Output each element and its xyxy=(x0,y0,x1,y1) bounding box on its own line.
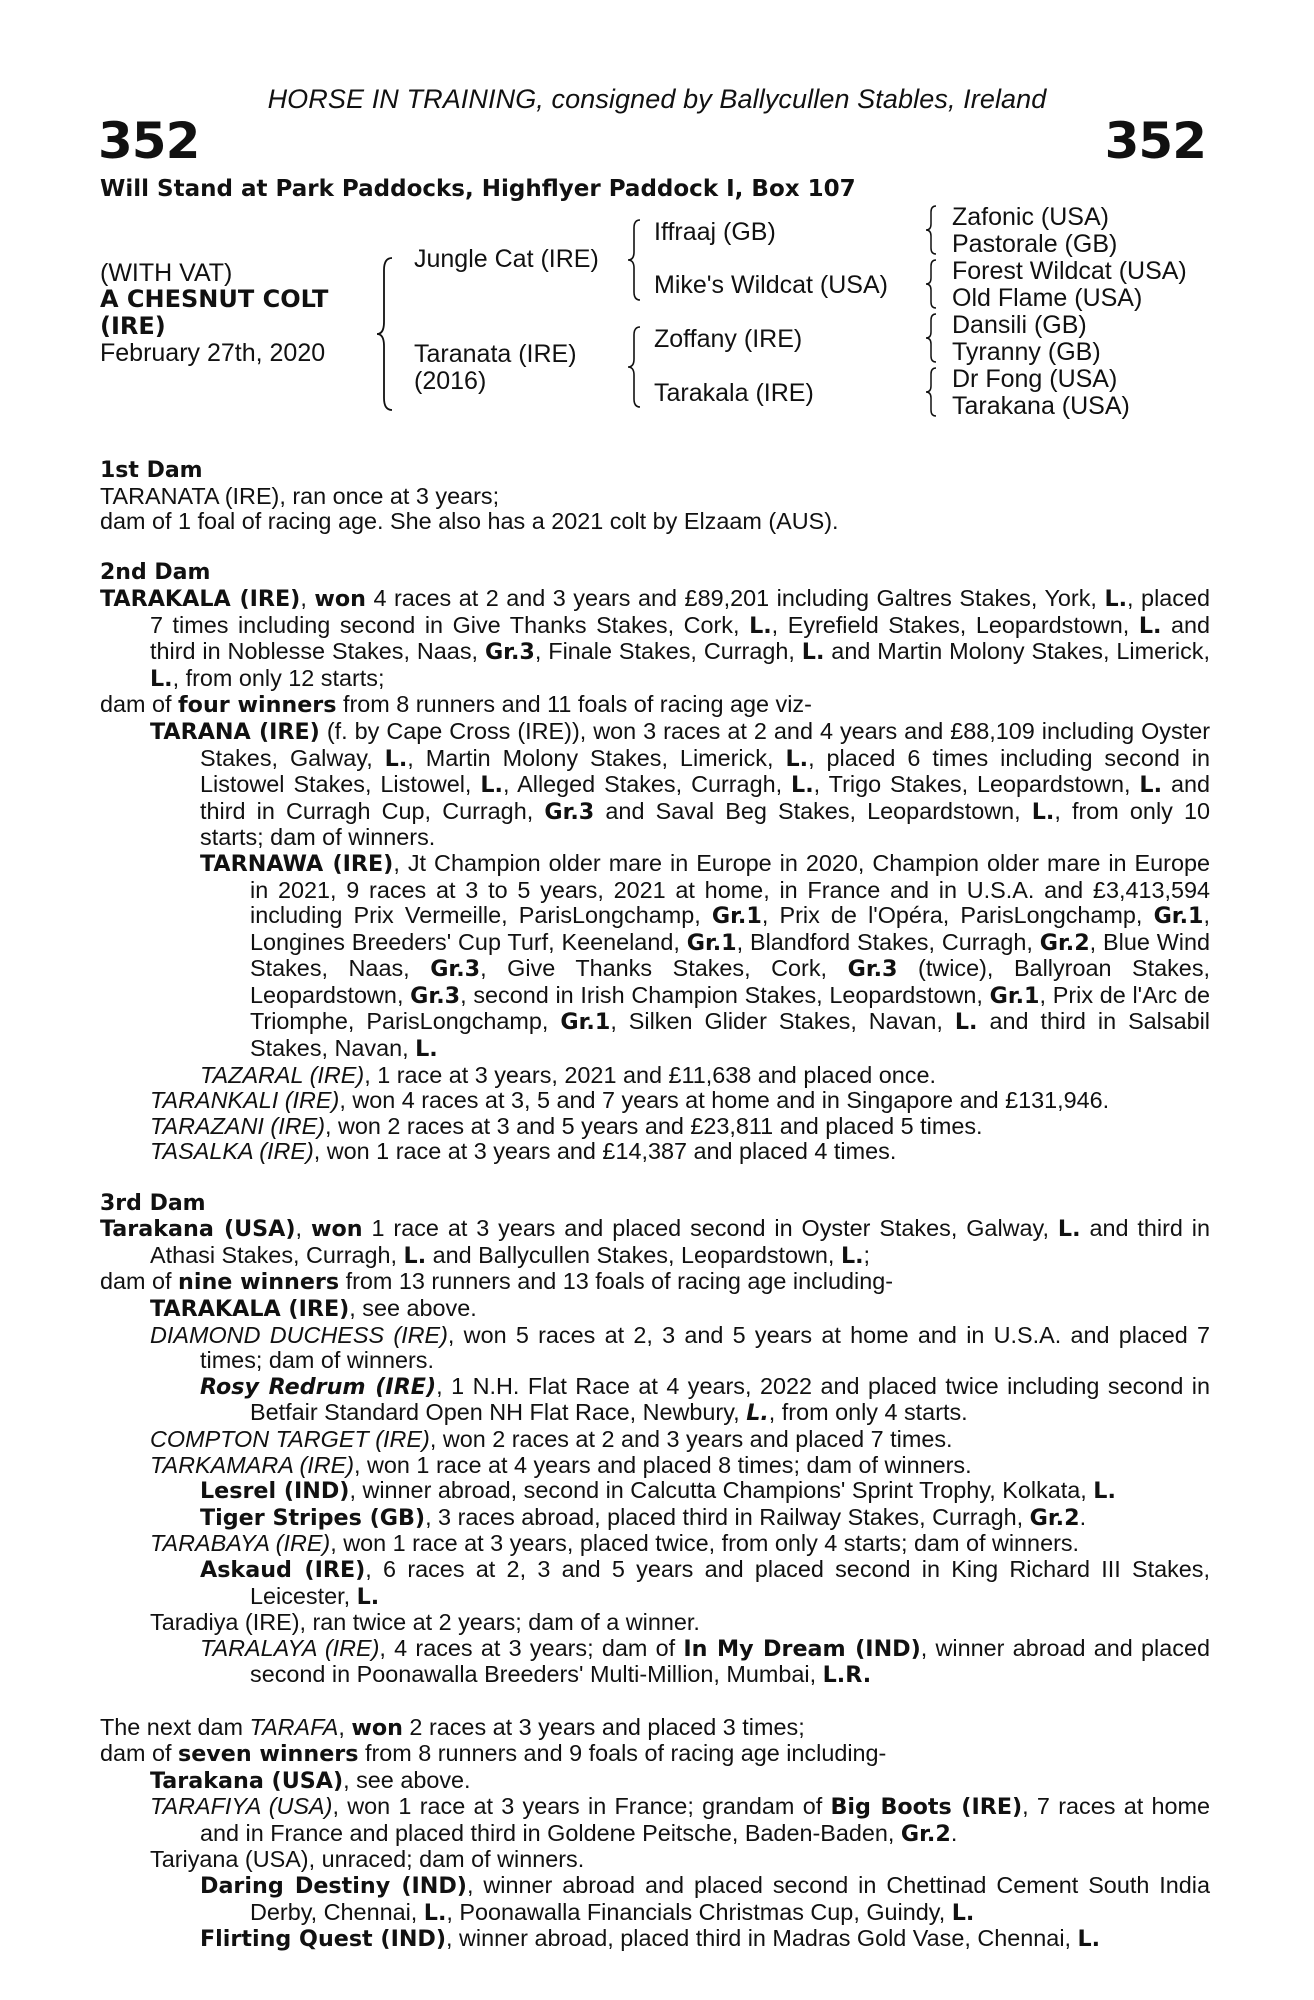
dam-brace xyxy=(626,325,644,409)
brace-2 xyxy=(924,258,940,310)
first-dam-heading: 1st Dam xyxy=(100,458,203,483)
tarakana-ref: Tarakana (USA), see above. xyxy=(150,1766,471,1794)
pedigree-brace xyxy=(374,256,396,412)
flirting-quest-entry: Flirting Quest (IND), winner abroad, placed third in Madras Gold Vase, Chennai, L. xyxy=(200,1925,1101,1953)
gg-8: Tarakana (USA) xyxy=(952,392,1130,420)
tarakala-entry: TARAKALA (IRE), won 4 races at 2 and 3 years and £89,201 including Galtres Stakes, York, L., placed 7 times including second in Give Thanks Stakes, Cork, L., Eyrefield Stakes, Leopardstown, L. and third in Noblesse Stakes, Naas, Gr.3, Finale Stakes, Curragh, L. and Martin Molony Stakes, Limerick, L., from only 12 starts; xyxy=(100,584,1211,692)
gg-5: Dansili (GB) xyxy=(952,311,1087,339)
gg-2: Pastorale (GB) xyxy=(952,230,1118,258)
taralaya-entry: TARALAYA (IRE), 4 races at 3 years; dam of In My Dream (IND), winner abroad and placed second in Poonawalla Breeders' Multi-Million, Mumbai, L.R. xyxy=(200,1634,1210,1689)
rosy-redrum-entry: Rosy Redrum (IRE), 1 N.H. Flat Race at 4 years, 2022 and placed twice including second in Betfair Standard Open NH Flat Race, Newbury, L., from only 4 starts. xyxy=(200,1372,1210,1427)
horse-name: A CHESNUT COLT xyxy=(100,285,329,313)
foaling-date: February 27th, 2020 xyxy=(100,339,326,367)
consignment-header: HORSE IN TRAINING, consigned by Ballycullen Stables, Ireland xyxy=(267,84,1047,114)
next-dam-entry: The next dam TARAFA, won 2 races at 3 years and placed 3 times; xyxy=(100,1713,805,1741)
compton-target-entry: COMPTON TARGET (IRE), won 2 races at 2 and 3 years and placed 7 times. xyxy=(150,1425,953,1452)
gg-6: Tyranny (GB) xyxy=(952,338,1101,366)
next-dam-produce-summary: dam of seven winners from 8 runners and 9 foals of racing age including- xyxy=(100,1740,887,1768)
first-dam-text-2: dam of 1 foal of racing age. She also has a 2021 colt by Elzaam (AUS). xyxy=(100,508,839,535)
tarakana-entry: Tarakana (USA), won 1 race at 3 years and placed second in Oyster Stakes, Galway, L. and third in Athasi Stakes, Curragh, L. and Ballycullen Stakes, Leopardstown, L.; xyxy=(100,1215,1211,1269)
gg-3: Forest Wildcat (USA) xyxy=(952,257,1187,285)
lesrel-entry: Lesrel (IND), winner abroad, second in Calcutta Champions' Sprint Trophy, Kolkata, L. xyxy=(200,1477,1116,1505)
dam: Taranata (IRE) xyxy=(414,340,577,368)
tiger-stripes-entry: Tiger Stripes (GB), 3 races abroad, placed third in Railway Stakes, Curragh, Gr.2. xyxy=(200,1503,1087,1531)
sire-sire: Iffraaj (GB) xyxy=(654,218,776,246)
daring-destiny-entry: Daring Destiny (IND), winner abroad and placed second in Chettinad Cement South India Derby, Chennai, L., Poonawalla Financials Christmas Cup, Guindy, L. xyxy=(200,1872,1210,1926)
tariyana-entry: Tariyana (USA), unraced; dam of winners. xyxy=(150,1846,585,1873)
first-dam-text: TARANATA (IRE), ran once at 3 years; xyxy=(100,482,500,509)
lot-number-left: 352 xyxy=(98,112,200,170)
tarankali-entry: TARANKALI (IRE), won 4 races at 3, 5 and 7 years at home and in Singapore and £131,946. xyxy=(150,1087,1110,1114)
tarana-entry: TARANA (IRE) (f. by Cape Cross (IRE)), won 3 races at 2 and 4 years and £88,109 including Oyster Stakes, Galway, L., Martin Molony Stakes, Limerick, L., placed 6 times including second in Listowel Stakes, Listowel, L., Alleged Stakes, Curragh, L., Trigo Stakes, Leopardstown, L. and third in Curragh Cup, Curragh, Gr.3 and Saval Beg Stakes, Leopardstown, L., from only 10 starts; dam of winners. xyxy=(150,717,1211,851)
stand-location: Will Stand at Park Paddocks, Highflyer Paddock I, Box 107 xyxy=(100,176,856,202)
tarkamara-entry: TARKAMARA (IRE), won 1 race at 4 years and placed 8 times; dam of winners. xyxy=(150,1451,972,1478)
lot-number-right: 352 xyxy=(1104,112,1206,170)
sire-dam: Mike's Wildcat (USA) xyxy=(654,271,888,299)
tarazani-entry: TARAZANI (IRE), won 2 races at 3 and 5 years and £23,811 and placed 5 times. xyxy=(150,1112,983,1139)
tarabaya-entry: TARABAYA (IRE), won 1 race at 3 years, placed twice, from only 4 starts; dam of winners. xyxy=(150,1530,1080,1557)
brace-1 xyxy=(924,204,940,256)
vat-note: (WITH VAT) xyxy=(100,259,233,287)
gg-4: Old Flame (USA) xyxy=(952,284,1143,312)
horse-origin: (IRE) xyxy=(100,312,166,340)
taradiya-entry: Taradiya (IRE), ran twice at 2 years; dam of a winner. xyxy=(150,1609,700,1636)
dam-year: (2016) xyxy=(414,367,487,395)
brace-3 xyxy=(924,312,940,364)
tasalka-entry: TASALKA (IRE), won 1 race at 3 years and £14,387 and placed 4 times. xyxy=(150,1138,897,1165)
gg-1: Zafonic (USA) xyxy=(952,203,1109,231)
brace-4 xyxy=(924,366,940,418)
tarakala-ref: TARAKALA (IRE), see above. xyxy=(150,1295,477,1322)
askaud-entry: Askaud (IRE), 6 races at 2, 3 and 5 years and placed second in King Richard III Stakes, Leicester, L. xyxy=(200,1555,1210,1610)
catalogue-body xyxy=(100,458,1210,1953)
dam-sire: Zoffany (IRE) xyxy=(654,325,803,353)
tazaral-entry: TAZARAL (IRE), 1 race at 3 years, 2021 and £11,638 and placed once. xyxy=(200,1061,936,1088)
diamond-duchess-entry: DIAMOND DUCHESS (IRE), won 5 races at 2, 3 and 5 years at home and in U.S.A. and placed 7 times; dam of winners. xyxy=(150,1321,1210,1374)
second-dam-heading: 2nd Dam xyxy=(100,560,211,586)
gg-7: Dr Fong (USA) xyxy=(952,365,1118,393)
dam-dam: Tarakala (IRE) xyxy=(654,379,814,407)
third-dam-heading: 3rd Dam xyxy=(100,1190,206,1216)
tarakana-produce-summary: dam of nine winners from 13 runners and 13 foals of racing age including- xyxy=(100,1268,894,1296)
sire-brace xyxy=(626,218,644,302)
sire: Jungle Cat (IRE) xyxy=(414,245,599,273)
tarafiya-entry: TARAFIYA (USA), won 1 race at 3 years in France; grandam of Big Boots (IRE), 7 races at home and in France and placed third in Goldene Peitsche, Baden-Baden, Gr.2. xyxy=(150,1793,1210,1847)
tarakala-produce-summary: dam of four winners from 8 runners and 11 foals of racing age viz- xyxy=(100,691,812,719)
tarnawa-entry: TARNAWA (IRE), Jt Champion older mare in Europe in 2020, Champion older mare in Europe in 2021, 9 races at 3 to 5 years, 2021 at home, in France and in U.S.A. and £3,413,594 including Prix Vermeille, ParisLongchamp, Gr.1, Prix de l'Opéra, ParisLongchamp, Gr.1, Longines Breeders' Cup Turf, Keeneland, Gr.1, Blandford Stakes, Curragh, Gr.2, Blue Wind Stakes, Naas, Gr.3, Give Thanks Stakes, Cork, Gr.3 (twice), Ballyroan Stakes, Leopardstown, Gr.3, second in Irish Champion Stakes, Leopardstown, Gr.1, Prix de l'Arc de Triomphe, ParisLongchamp, Gr.1, Silken Glider Stakes, Navan, L. and third in Salsabil Stakes, Navan, L. xyxy=(200,849,1211,1063)
